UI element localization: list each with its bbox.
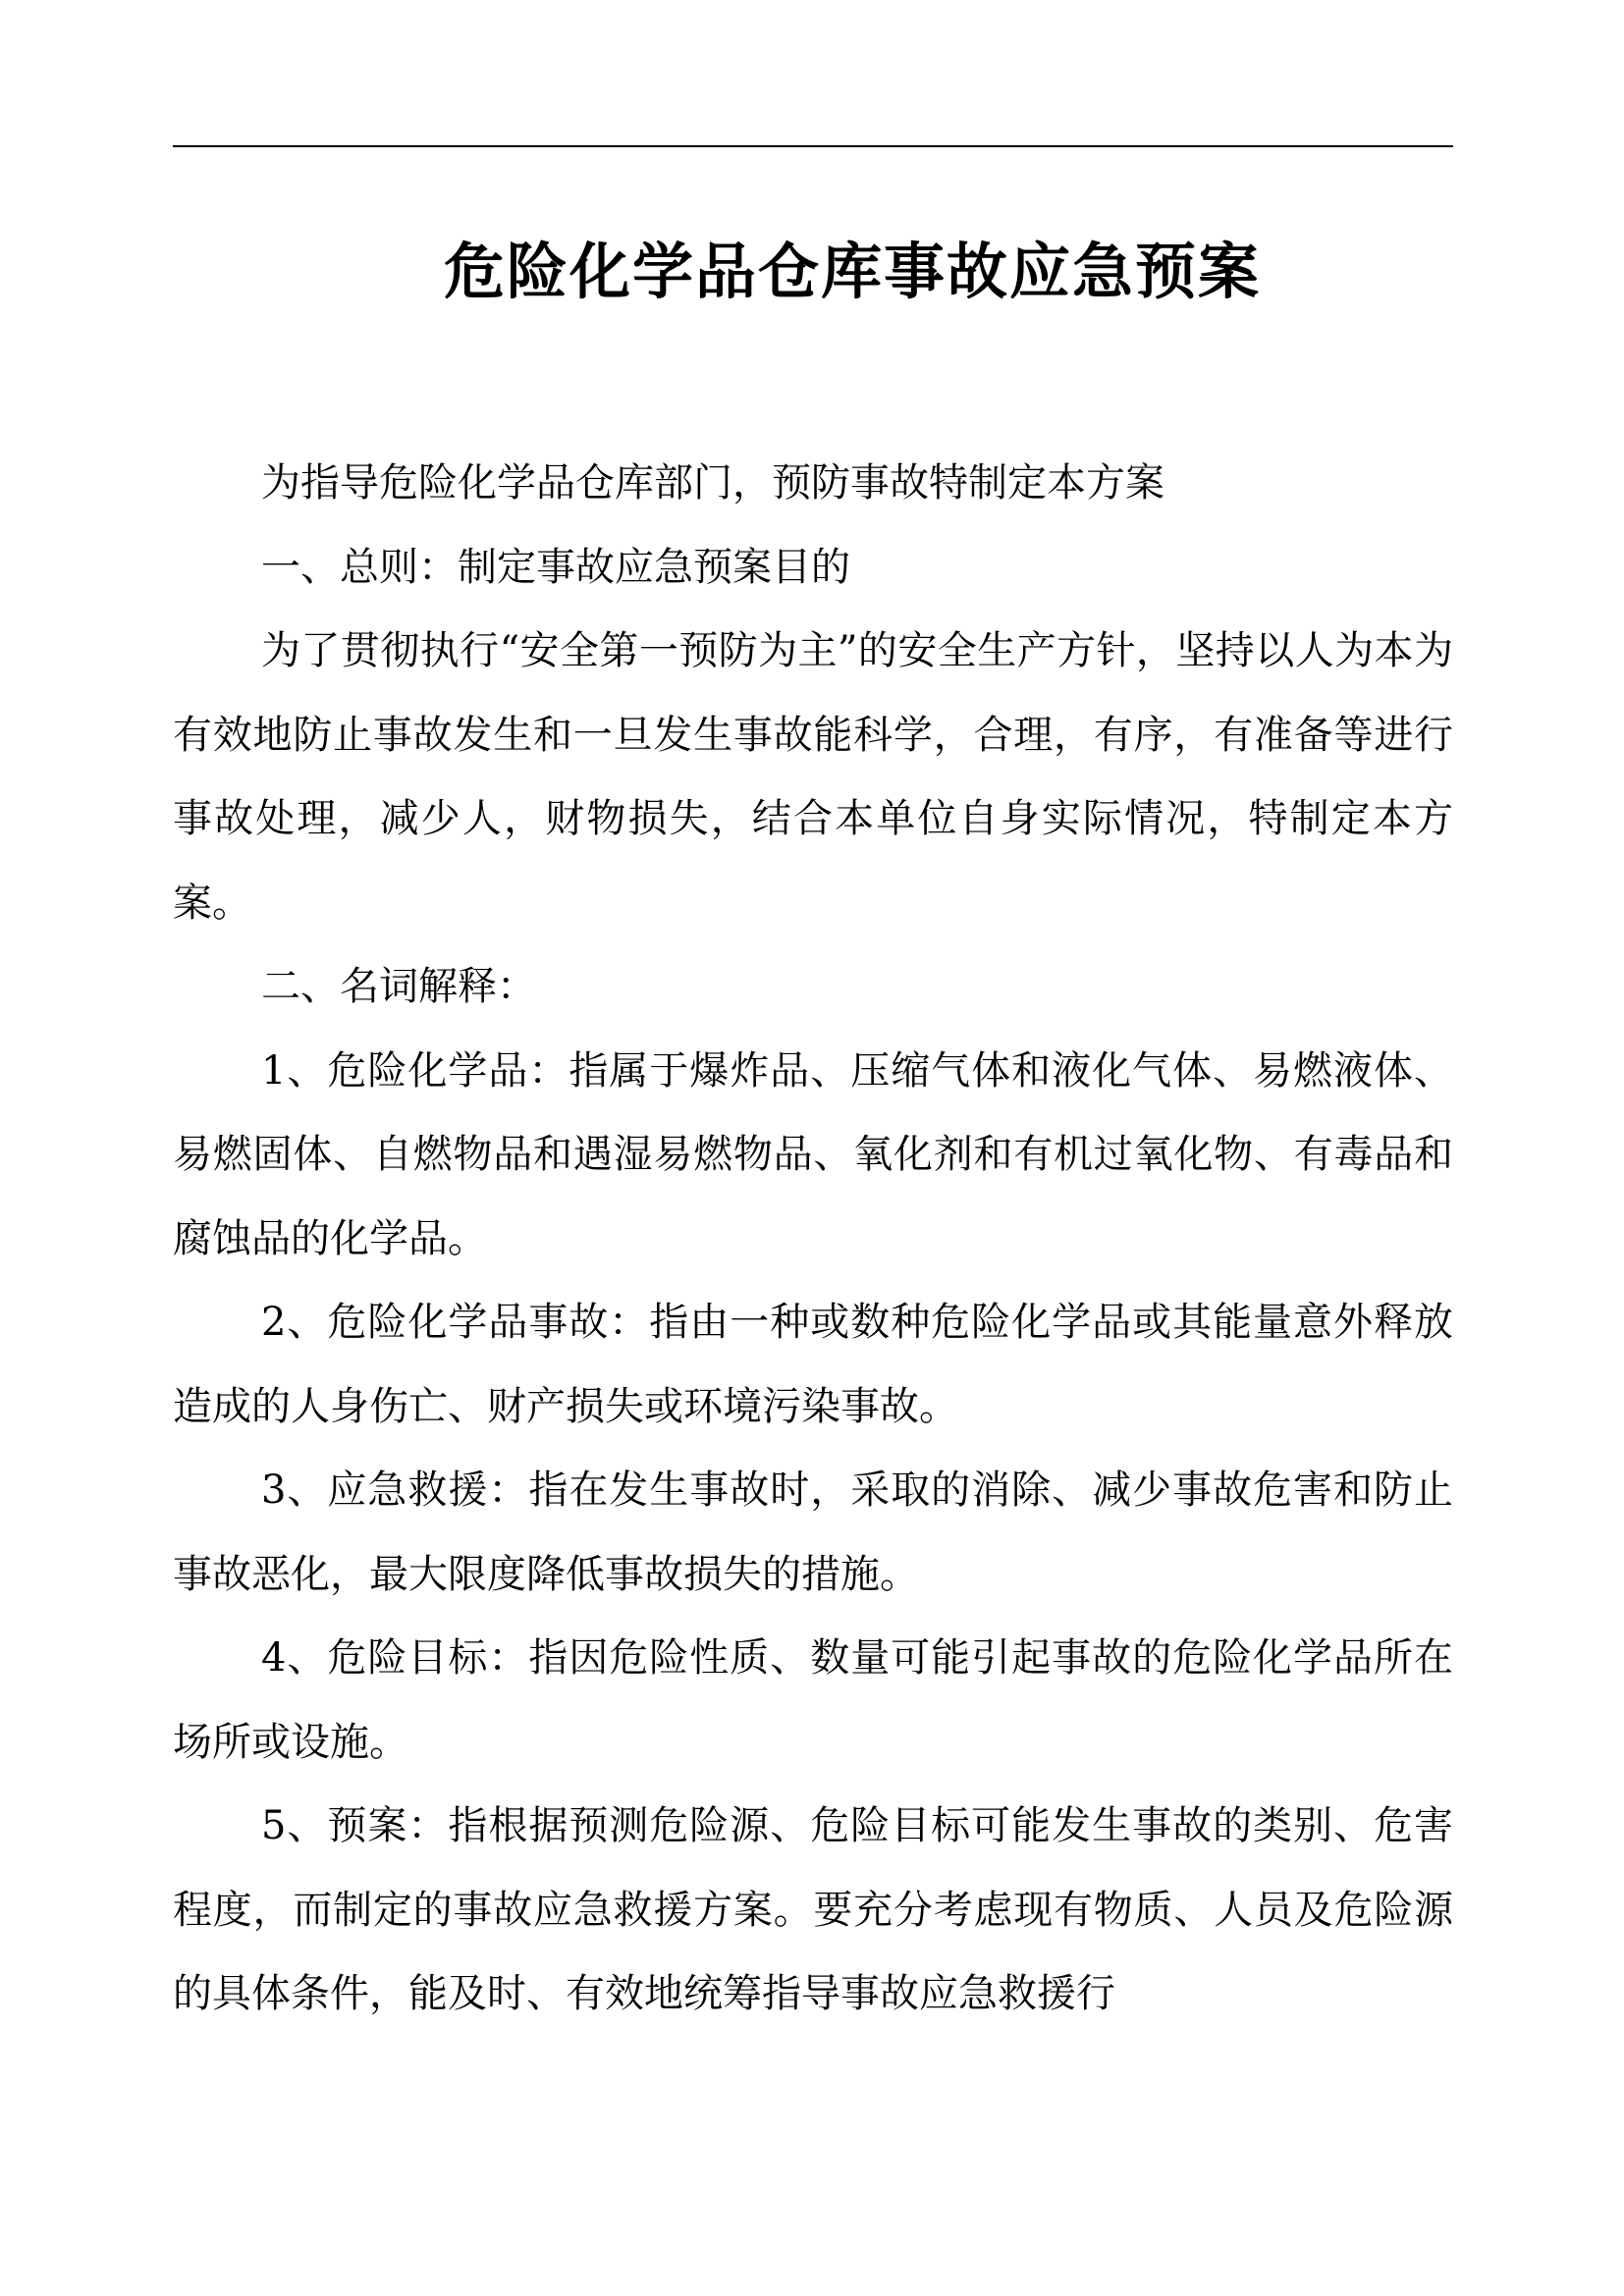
section-heading-general: 一、总则：制定事故应急预案目的 <box>261 544 850 590</box>
document-body <box>173 442 1453 2037</box>
definition-chemical-accident: 2、危险化学品事故：指由一种或数种危险化学品或其能量意外释放造成的人身伤亡、财产损失或环境污染事故。 <box>173 1300 1453 1429</box>
paragraph-intro: 为指导危险化学品仓库部门，预防事故特制定本方案 <box>261 460 1164 506</box>
definition-emergency-rescue: 3、应急救援：指在发生事故时，采取的消除、减少事故危害和防止事故恶化，最大限度降低事故损失的措施。 <box>173 1468 1453 1597</box>
definition-hazardous-chemicals: 1、危险化学品：指属于爆炸品、压缩气体和液化气体、易燃液体、易燃固体、自燃物品和遇湿易燃物品、氧化剂和有机过氧化物、有毒品和腐蚀品的化学品。 <box>173 1047 1453 1261</box>
header-rule <box>173 145 1453 147</box>
definition-hazard-target: 4、危险目标：指因危险性质、数量可能引起事故的危险化学品所在场所或设施。 <box>173 1635 1453 1765</box>
section-heading-definitions: 二、名词解释： <box>261 964 536 1009</box>
document-title: 危险化学品仓库事故应急预案 <box>443 236 1261 307</box>
paragraph-purpose: 为了贯彻执行“安全第一预防为主”的安全生产方针，坚持以人为本为有效地防止事故发生和一旦发生事故能科学，合理，有序，有准备等进行事故处理，减少人，财物损失，结合本单位自身实际情况，特制定本方案。 <box>173 628 1453 926</box>
definition-plan: 5、预案：指根据预测危险源、危险目标可能发生事故的类别、危害程度，而制定的事故应急救援方案。要充分考虑现有物质、人员及危险源的具体条件，能及时、有效地统筹指导事故应急救援行 <box>173 1803 1453 2016</box>
